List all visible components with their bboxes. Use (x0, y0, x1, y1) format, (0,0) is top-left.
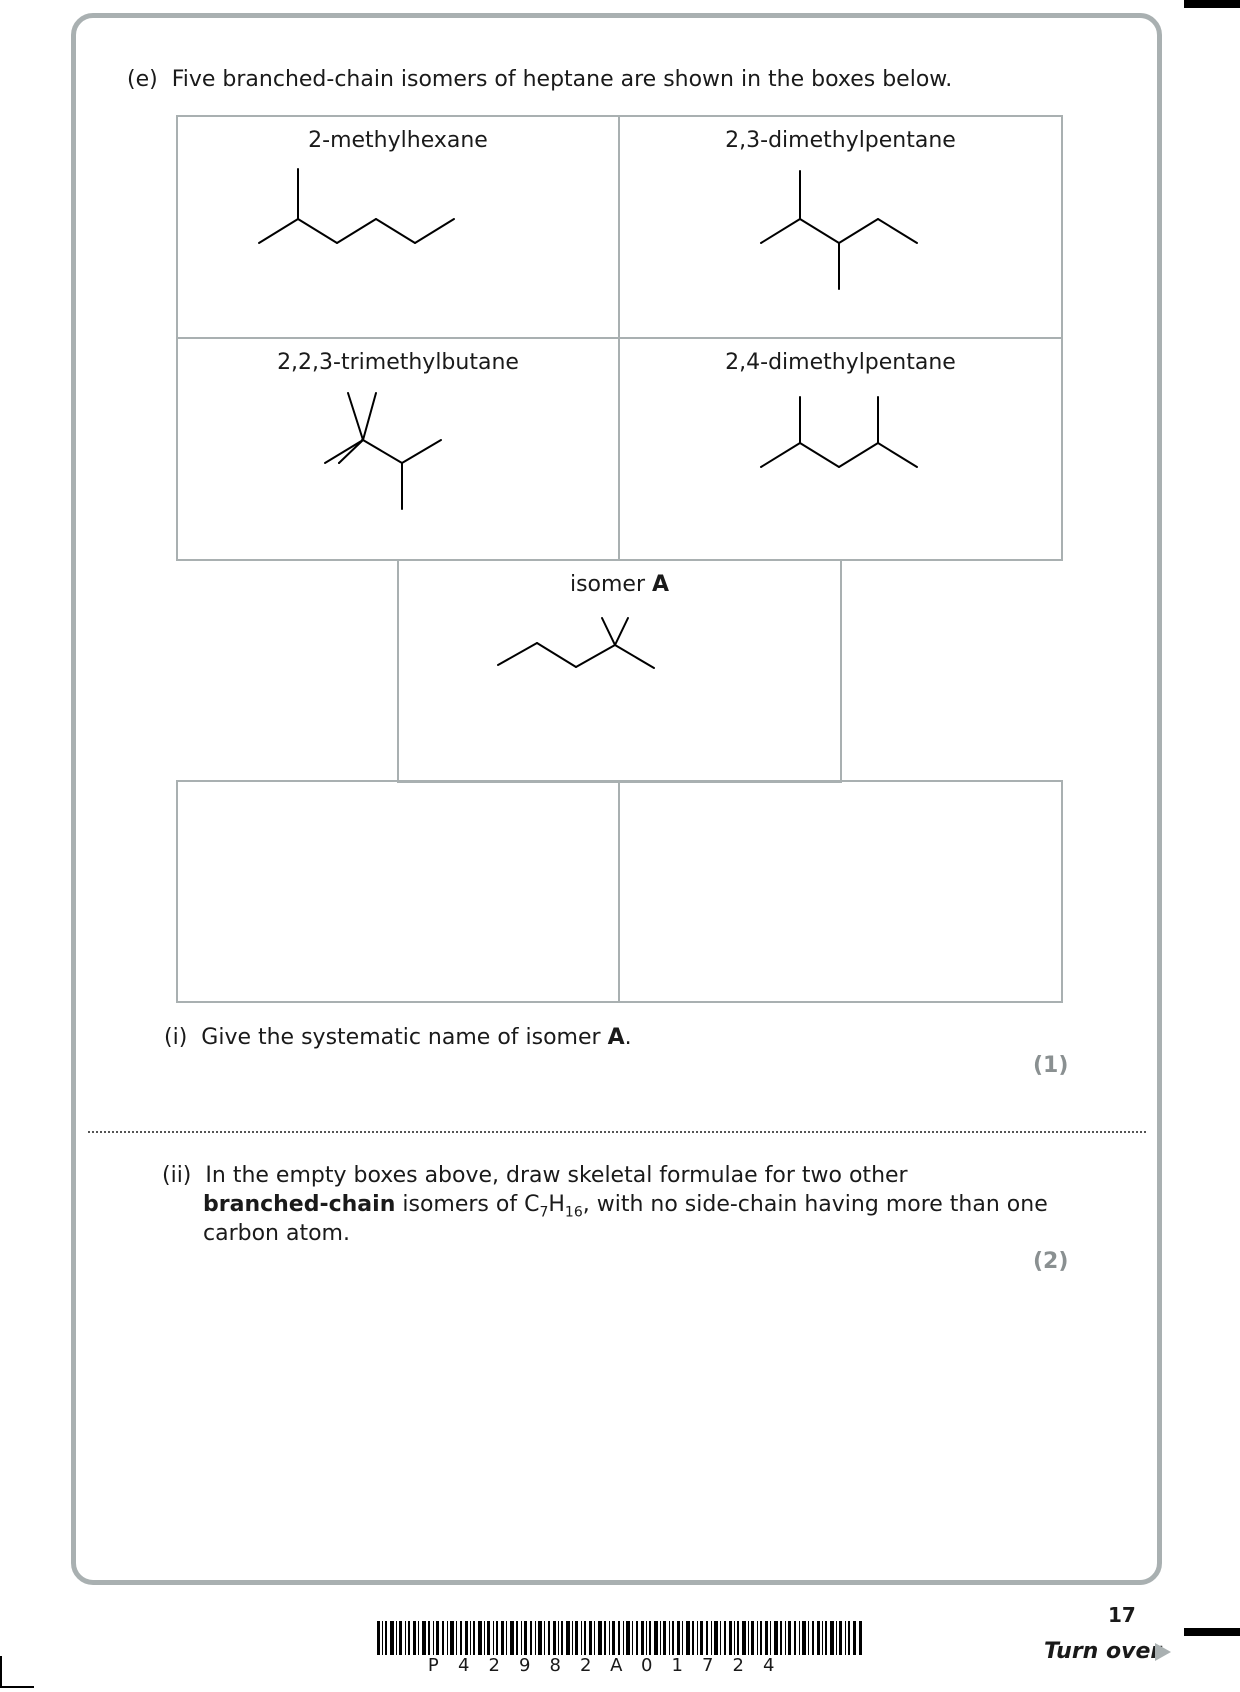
question-intro (127, 66, 952, 94)
sub-ii-label: (ii) (162, 1163, 192, 1188)
intro-text: Five branched-chain isomers of heptane are shown in the boxes below. (171, 67, 953, 92)
sub-ii-bold: branched-chain (203, 1192, 396, 1217)
sub-i-bold: A (607, 1025, 625, 1050)
sub-i-text: Give the systematic name of isomer (201, 1025, 601, 1050)
marks-ii: (2) (1033, 1249, 1069, 1274)
sub-question-ii-line3 (203, 1220, 350, 1248)
part-label: (e) (127, 67, 158, 92)
barcode-digit: A (610, 1655, 623, 1676)
isomer-box-a (397, 559, 842, 783)
barcode-digit: 2 (488, 1655, 500, 1676)
isomer-box-2 (618, 115, 1063, 339)
registration-mark-bottom-left-v (0, 1656, 2, 1688)
skeletal-formula-isomer-a (399, 561, 840, 781)
sub-ii-line2a: isomers of C (402, 1192, 540, 1217)
barcode-digit: 7 (702, 1655, 714, 1676)
answer-box-left[interactable] (176, 780, 620, 1003)
sub-ii-line3: carbon atom. (203, 1221, 350, 1246)
page-number: 17 (1108, 1603, 1136, 1627)
isomer-label: 2,4-dimethylpentane (725, 350, 956, 375)
subscript-16: 16 (564, 1204, 583, 1221)
barcode-digits (418, 1655, 784, 1676)
barcode-digit: 2 (732, 1655, 744, 1676)
registration-mark-top-right (1184, 0, 1240, 8)
sub-i-label: (i) (164, 1025, 188, 1050)
barcode-digit: 8 (549, 1655, 561, 1676)
skeletal-formula-2-3-dimethylpentane (620, 117, 1061, 337)
sub-question-ii-line2 (203, 1191, 1048, 1219)
barcode-digit: 4 (763, 1655, 775, 1676)
sub-i-end: . (624, 1025, 632, 1050)
barcode-digit: 4 (458, 1655, 470, 1676)
isomer-label: 2,3-dimethylpentane (725, 128, 956, 153)
marks-i: (1) (1033, 1053, 1069, 1078)
isomer-a-letter: A (652, 572, 670, 597)
barcode (377, 1621, 862, 1655)
sub-ii-line2b: , with no side-chain having more than one (582, 1192, 1048, 1217)
skeletal-formula-2-4-dimethylpentane (620, 339, 1061, 559)
registration-mark-bottom-left (0, 1686, 34, 1688)
sub-question-i (164, 1024, 632, 1052)
barcode-digit: P (427, 1655, 439, 1676)
sub-ii-line1: In the empty boxes above, draw skeletal formulae for two other (205, 1163, 908, 1188)
answer-line-i[interactable] (88, 1131, 1146, 1133)
hydrogen-symbol: H (548, 1192, 565, 1217)
isomer-box-4 (618, 337, 1063, 561)
isomer-label: 2,2,3-trimethylbutane (277, 350, 519, 375)
barcode-digit: 9 (519, 1655, 531, 1676)
isomer-label: 2-methylhexane (308, 128, 488, 153)
turn-over-arrow-icon (1155, 1643, 1171, 1661)
skeletal-formula-2-2-3-trimethylbutane (178, 339, 618, 559)
barcode-digit: 1 (671, 1655, 683, 1676)
registration-mark-bottom-right (1184, 1628, 1240, 1636)
isomer-a-prefix: isomer (569, 572, 645, 597)
sub-question-ii-line1 (162, 1162, 908, 1190)
isomer-box-3 (176, 337, 620, 561)
turn-over-label: Turn over (1044, 1639, 1162, 1664)
skeletal-formula-2-methylhexane (178, 117, 618, 337)
subscript-7: 7 (539, 1204, 549, 1221)
isomer-box-1 (176, 115, 620, 339)
barcode-digit: 0 (641, 1655, 653, 1676)
answer-box-right[interactable] (618, 780, 1063, 1003)
barcode-digit: 2 (580, 1655, 592, 1676)
